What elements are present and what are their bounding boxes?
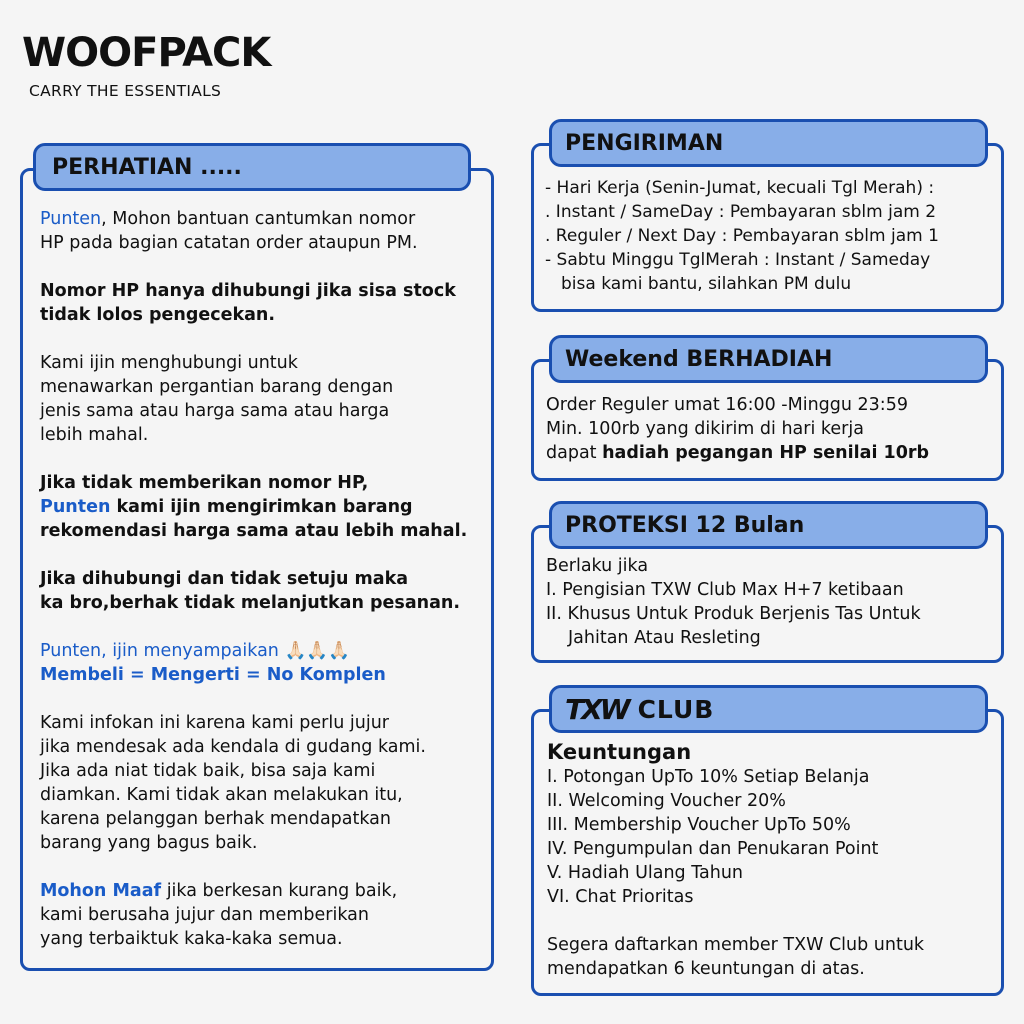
text-line: Nomor HP hanya dihubungi jika sisa stock (40, 281, 456, 301)
benefit-item: IV. Pengumpulan dan Penukaran Point (547, 839, 879, 859)
benefit-item: VI. Chat Prioritas (547, 887, 694, 907)
pengiriman-body (545, 176, 939, 296)
text-line: Jika tidak memberikan nomor HP, (40, 473, 369, 493)
text-line: tidak lolos pengecekan. (40, 305, 276, 325)
text-line: bisa kami bantu, silahkan PM dulu (561, 274, 852, 294)
pray-emoji-icon: 🙏🏻🙏🏻🙏🏻 (284, 641, 350, 661)
text-line: menawarkan pergantian barang dengan (40, 377, 394, 397)
text-line: . Reguler / Next Day : Pembayaran sblm jam 1 (545, 226, 939, 246)
benefit-item: V. Hadiah Ulang Tahun (547, 863, 744, 883)
txw-logo: TXW (565, 692, 628, 726)
text-line: Kami infokan ini karena kami perlu jujur (40, 713, 389, 733)
prize-text: hadiah pegangan HP senilai 10rb (602, 443, 930, 463)
punten-word: Punten (40, 497, 111, 517)
text-line: Order Reguler umat 16:00 -Minggu 23:59 (546, 395, 908, 415)
text-line: I. Pengisian TXW Club Max H+7 ketibaan (546, 580, 904, 600)
text-line: Jika dihubungi dan tidak setuju maka (40, 569, 409, 589)
benefit-item: I. Potongan UpTo 10% Setiap Belanja (547, 767, 870, 787)
txw-club-header (549, 685, 988, 733)
text-line: Jahitan Atau Resleting (568, 628, 761, 648)
text-line: Kami ijin menghubungi untuk (40, 353, 298, 373)
woofpack-logo: WOOFPACK (22, 30, 271, 76)
text-line: diamkan. Kami tidak akan melakukan itu, (40, 785, 403, 805)
weekend-body (546, 393, 929, 465)
text-line: II. Khusus Untuk Produk Berjenis Tas Untuk (546, 604, 921, 624)
pengiriman-header (549, 119, 988, 167)
perhatian-title: PERHATIAN ..... (52, 154, 242, 180)
text-line: jika berkesan kurang baik, (161, 881, 398, 901)
perhatian-body (40, 207, 467, 951)
pengiriman-title: PENGIRIMAN (565, 130, 724, 156)
text-line: - Hari Kerja (Senin-Jumat, kecuali Tgl Merah) : (545, 178, 935, 198)
benefit-item: III. Membership Voucher UpTo 50% (547, 815, 851, 835)
text-line: karena pelanggan berhak mendapatkan (40, 809, 391, 829)
text-line: dapat (546, 443, 603, 463)
text-line: , Mohon bantuan cantumkan nomor (101, 209, 416, 229)
text-line: mendapatkan 6 keuntungan di atas. (547, 959, 865, 979)
text-line: - Sabtu Minggu TglMerah : Instant / Sameday (545, 250, 931, 270)
text-line: kami ijin mengirimkan barang (110, 497, 413, 517)
proteksi-body (546, 554, 921, 650)
text-line: barang yang bagus baik. (40, 833, 258, 853)
text-line: rekomendasi harga sama atau lebih mahal. (40, 521, 468, 541)
proteksi-title: PROTEKSI 12 Bulan (565, 512, 805, 538)
tagline: CARRY THE ESSENTIALS (29, 82, 222, 100)
punten-word: Punten (40, 209, 102, 229)
text-line: Min. 100rb yang dikirim di hari kerja (546, 419, 864, 439)
text-line: Berlaku jika (546, 556, 649, 576)
weekend-title: Weekend BERHADIAH (565, 346, 833, 372)
perhatian-header (33, 143, 471, 191)
keuntungan-heading: Keuntungan (547, 740, 692, 764)
text-line: jenis sama atau harga sama atau harga (40, 401, 390, 421)
slogan: Membeli = Mengerti = No Komplen (40, 665, 386, 685)
text-line: yang terbaiktuk kaka-kaka semua. (40, 929, 343, 949)
text-line: jika mendesak ada kendala di gudang kami. (40, 737, 426, 757)
text-line: Jika ada niat tidak baik, bisa saja kami (40, 761, 376, 781)
benefit-item: II. Welcoming Voucher 20% (547, 791, 786, 811)
club-title: CLUB (637, 694, 715, 724)
text-line: Punten, ijin menyampaikan (40, 641, 285, 661)
weekend-header (549, 335, 988, 383)
text-line: lebih mahal. (40, 425, 149, 445)
text-line: . Instant / SameDay : Pembayaran sblm jam 2 (545, 202, 937, 222)
proteksi-header (549, 501, 988, 549)
text-line: kami berusaha jujur dan memberikan (40, 905, 369, 925)
text-line: Segera daftarkan member TXW Club untuk (547, 935, 925, 955)
text-line: ka bro,berhak tidak melanjutkan pesanan. (40, 593, 461, 613)
text-line: HP pada bagian catatan order ataupun PM. (40, 233, 418, 253)
txw-club-body (547, 739, 924, 981)
mohon-maaf: Mohon Maaf (40, 881, 162, 901)
